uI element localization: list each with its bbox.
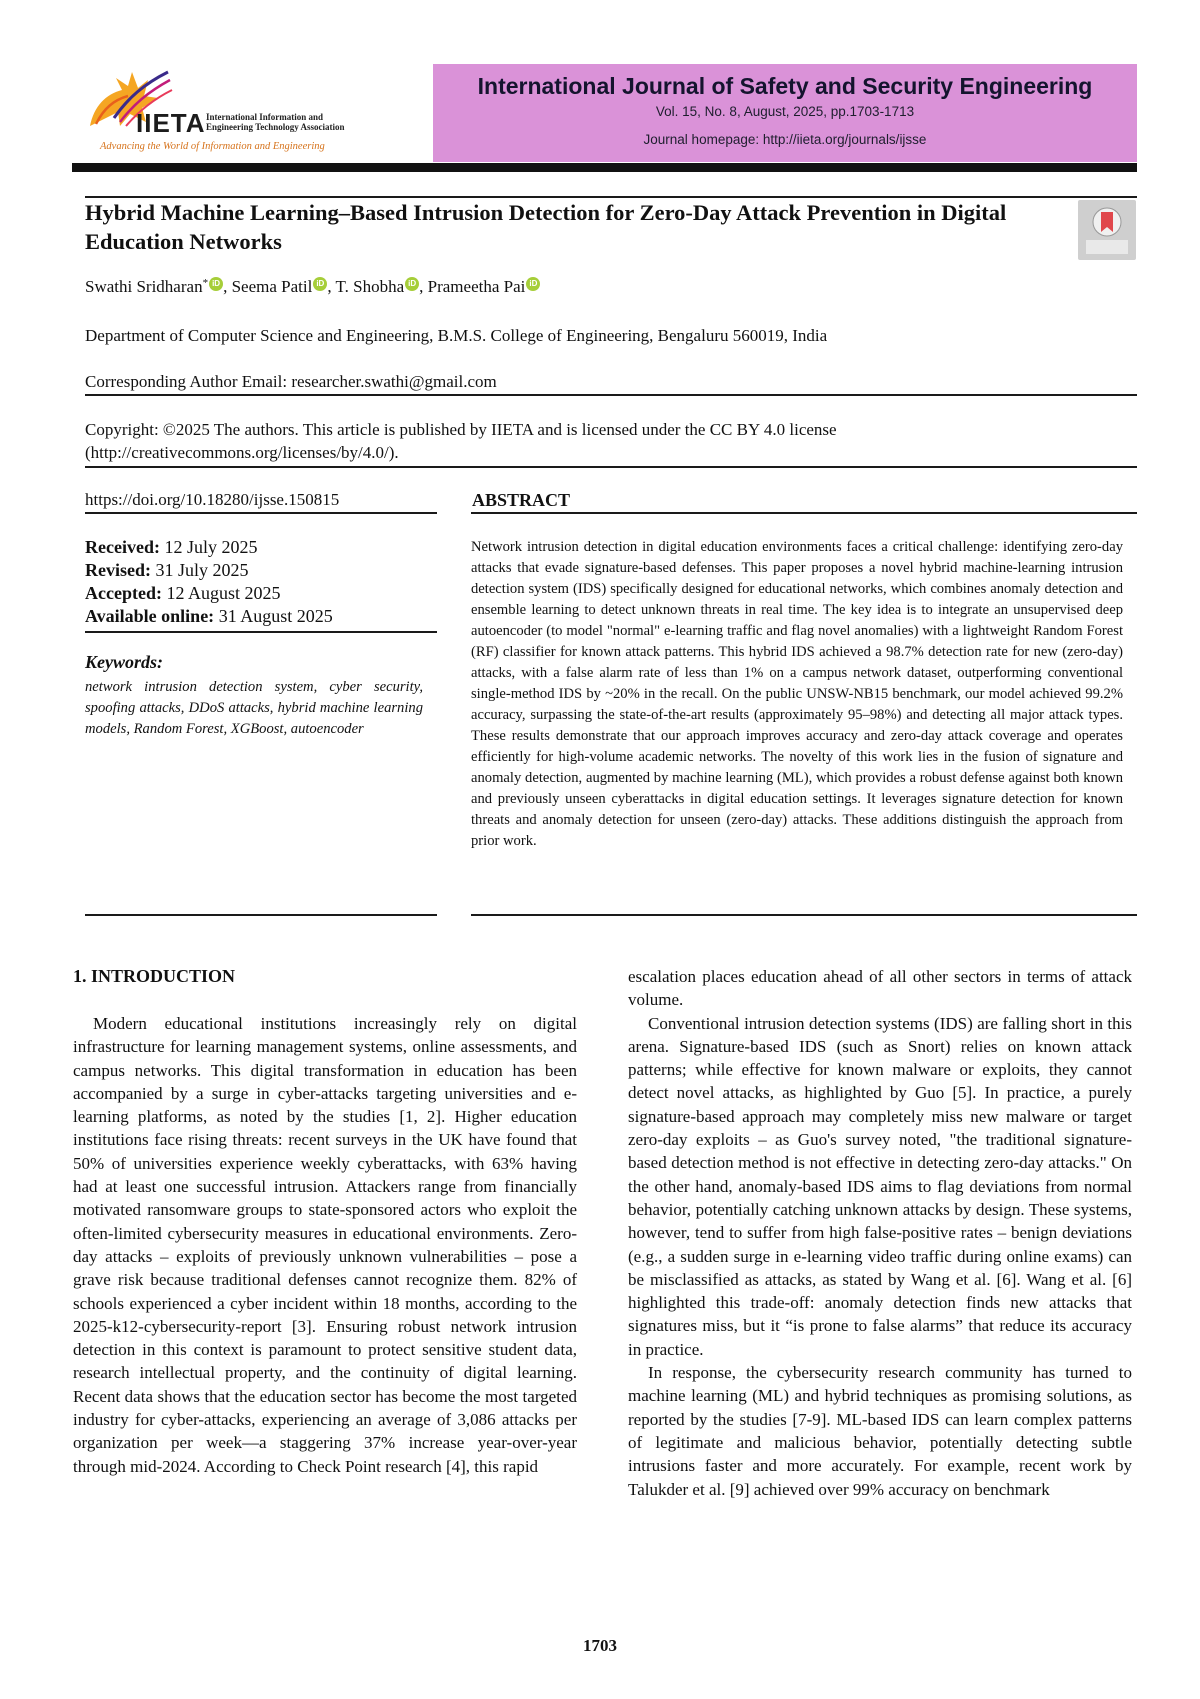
accepted-value: 12 August 2025 xyxy=(166,583,281,603)
abstract-heading-rule xyxy=(471,512,1137,514)
author-name: T. Shobha xyxy=(335,277,405,296)
revised-label: Revised: xyxy=(85,560,151,580)
orcid-icon[interactable]: iD xyxy=(313,277,327,291)
body-column-right xyxy=(628,965,1132,1501)
doi-rule xyxy=(85,512,437,514)
revised-value: 31 July 2025 xyxy=(155,560,249,580)
check-for-updates-icon xyxy=(1078,200,1136,260)
paragraph: In response, the cybersecurity research community has turned to machine learning (ML) and hybrid techniques as promising solutions, as reported by the studies [7-9]. ML-based IDS can learn complex patterns of legitimate and malicious behavior, potentially detecting subtle intrusions faster and more accurately. For example, recent work by Talukder et al. [9] achieved over 99% accuracy on benchmark xyxy=(628,1363,1132,1499)
copyright-notice: Copyright: ©2025 The authors. This article is published by IIETA and is licensed under the CC BY 4.0 license (http://creativecommons.org/licenses/by/4.0/). xyxy=(85,420,837,462)
section-heading: 1. INTRODUCTION xyxy=(73,966,236,986)
paragraph: Modern educational institutions increasingly rely on digital infrastructure for learning management systems, online assessments, and campus networks. This digital transformation in education has been accompanied by a surge in cyber-attacks targeting universities and e-learning platforms, as noted by the studies [1, 2]. Higher education institutions face rising threats: recent surveys in the UK have found that 50% of universities experience weekly cyberattacks, with 63% having had at least one successful intrusion. Attackers range from financially motivated ransomware groups to state-sponsored actors who exploit the often-limited cybersecurity measures in educational environments. Zero-day attacks – exploits of previously unknown vulnerabilities – pose a grave risk because traditional defenses cannot recognize them. 82% of schools experienced a cyber incident within 18 months, according to the 2025-k12-cybersecurity-report [3]. Ensuring robust network intrusion detection in this context is paramount to protect sensitive student data, research intellectual property, and the continuity of digital learning. Recent data shows that the education sector has become the most targeted industry for cyber-attacks, experiencing an average of 3,086 attacks per organization per week—a staggering 37% increase year-over-year through mid-2024. According to Check Point research [4], this rapid xyxy=(73,1014,577,1476)
journal-banner xyxy=(433,64,1137,162)
logo-tagline: Advancing the World of Information and Engineering xyxy=(100,141,325,152)
received-value: 12 July 2025 xyxy=(164,537,258,557)
body-column-left xyxy=(73,1012,577,1478)
author-list xyxy=(85,277,540,297)
orcid-icon[interactable]: iD xyxy=(405,277,419,291)
author-separator: , xyxy=(327,277,336,296)
affiliation-rule xyxy=(85,394,1137,396)
accepted-label: Accepted: xyxy=(85,583,162,603)
author-name: Prameetha Pai xyxy=(427,277,526,296)
paper-title: Hybrid Machine Learning–Based Intrusion Detection for Zero-Day Attack Prevention in Digital Education Networks xyxy=(85,200,1007,254)
abstract-heading: ABSTRACT xyxy=(472,490,571,510)
received-date xyxy=(85,537,257,558)
author-name: Swathi Sridharan xyxy=(85,277,203,296)
received-label: Received: xyxy=(85,537,160,557)
author-separator: , xyxy=(223,277,232,296)
paragraph: Conventional intrusion detection systems (IDS) are falling short in this arena. Signature-based IDS (such as Snort) relies on known attack patterns; while effective for known malware or exploits, they cannot detect novel attacks, as highlighted by Guo [5]. In practice, a purely signature-based approach may completely miss new malware or target zero-day exploits – as Guo's survey noted, "the traditional signature-based detection method is not effective in detecting zero-day attacks." On the other hand, anomaly-based IDS aims to flag deviations from normal behavior, potentially catching unknown attacks by design. These systems, however, tend to suffer from high false-positive rates – benign deviations (e.g., a sudden surge in e-learning video traffic during online exams) can be misclassified as attacks, as stated by Wang et al. [6]. Wang et al. [6] highlighted this trade-off: anomaly detection finds new attacks that signatures miss, but it “is prone to false alarms” that reduce its accuracy in practice. xyxy=(628,1013,1132,1359)
check-for-updates-button[interactable] xyxy=(1078,200,1136,260)
dates-rule xyxy=(85,631,437,633)
revised-date xyxy=(85,560,249,581)
header-divider xyxy=(72,163,1137,172)
corresponding-author-email[interactable]: Corresponding Author Email: researcher.swathi@gmail.com xyxy=(85,372,497,391)
logo-wordmark: IIETA xyxy=(136,108,206,138)
publisher-logo xyxy=(84,68,434,158)
corresponding-mark: * xyxy=(202,277,209,289)
journal-title: International Journal of Safety and Security Engineering xyxy=(477,73,1093,99)
page-number: 1703 xyxy=(583,1636,617,1655)
doi-link[interactable]: https://doi.org/10.18280/ijsse.150815 xyxy=(85,490,340,509)
accepted-date xyxy=(85,583,280,604)
journal-volume: Vol. 15, No. 8, August, 2025, pp.1703-1713 xyxy=(655,104,915,119)
copyright-rule xyxy=(85,466,1137,468)
abstract-text: Network intrusion detection in digital education environments faces a critical challenge: identifying zero-day attacks that evade signature-based defenses. This paper proposes a novel hybrid machine-learning intrusion detection system (IDS) specifically designed for educational networks, which combines anomaly detection and ensemble learning to detect unknown threats in real time. The key idea is to integrate an unsupervised deep autoencoder (to model "normal" e-learning traffic and flag novel anomalies) with a lightweight Random Forest (RF) classifier for known attack patterns. This hybrid IDS achieved a 98.7% detection rate for new (zero-day) attacks, with a false alarm rate of less than 1% on a campus network dataset, outperforming conventional single-method IDS by ~20% in the recall. On the public UNSW-NB15 benchmark, our model achieved 99.2% accuracy, surpassing the state-of-the-art results (approximately 95–98%) and detecting all major attack types. These results demonstrate that our approach improves accuracy and zero-day attack coverage and operates efficiently for high-volume academic networks. The novelty of this work lies in the fusion of signature and anomaly detection, augmented by machine learning (ML), which provides a robust defense against both known and previously unseen cyberattacks in digital education settings. It leverages signature detection for known threats and anomaly detection for unseen (zero-day) attacks. These additions distinguish the approach from prior work. xyxy=(471,539,1123,849)
orcid-icon[interactable]: iD xyxy=(209,277,223,291)
paragraph: escalation places education ahead of all other sectors in terms of attack volume. xyxy=(628,967,1132,1010)
author-name: Seema Patil xyxy=(231,277,313,296)
online-date xyxy=(85,606,333,627)
orcid-icon[interactable]: iD xyxy=(526,277,540,291)
journal-homepage-link[interactable]: Journal homepage: http://iieta.org/journals/ijsse xyxy=(643,132,927,147)
abstract-bottom-rule xyxy=(471,914,1137,916)
author-separator: , xyxy=(419,277,428,296)
online-value: 31 August 2025 xyxy=(218,606,333,626)
keywords-label: Keywords: xyxy=(85,652,163,672)
left-column-bottom-rule xyxy=(85,914,437,916)
affiliation: Department of Computer Science and Engineering, B.M.S. College of Engineering, Bengaluru 560019, India xyxy=(85,326,828,345)
keywords-list: network intrusion detection system, cyber security, spoofing attacks, DDoS attacks, hybrid machine learning models, Random Forest, XGBoost, autoencoder xyxy=(85,679,423,737)
logo-association-name: International Information and Engineering Technology Association xyxy=(206,112,345,132)
online-label: Available online: xyxy=(85,606,215,626)
